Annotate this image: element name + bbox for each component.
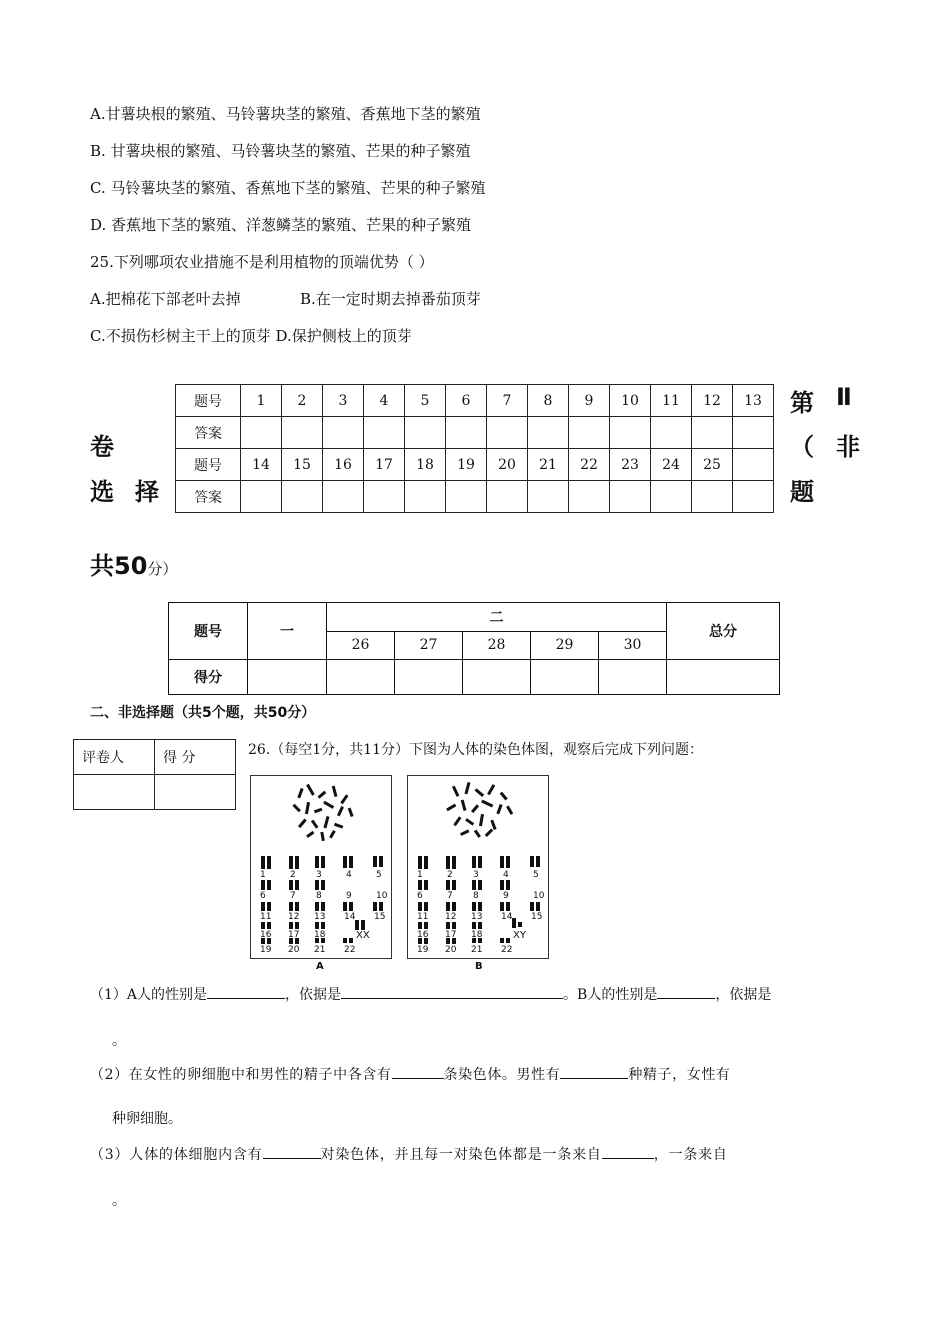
- q26-p3c: ，一条来自: [653, 1147, 728, 1163]
- chromosome-number: 7: [290, 891, 296, 901]
- part2-heading-paren: （: [790, 433, 814, 461]
- grader-row: [74, 740, 236, 775]
- answer-table-cell: 23: [610, 449, 651, 481]
- score-cell[interactable]: [395, 660, 463, 695]
- answer-cell[interactable]: [569, 417, 610, 449]
- chromosome-number: 21: [471, 945, 483, 955]
- grader-score-cell[interactable]: [155, 775, 236, 810]
- answer-table-cell: 3: [323, 385, 364, 417]
- grader-score-label: 得 分: [155, 740, 236, 775]
- chromosome-number: 17: [288, 930, 300, 940]
- answer-cell[interactable]: [610, 417, 651, 449]
- chromosome-number: 10: [533, 891, 545, 901]
- part2-heading-ze: 择: [135, 478, 159, 506]
- part2-heading-fei: 非: [836, 433, 860, 461]
- part2-heading-roman: Ⅱ: [836, 383, 852, 411]
- score-table-num: 30: [599, 631, 667, 660]
- answer-table-cell: 21: [528, 449, 569, 481]
- option-24-c: C. 马铃薯块茎的繁殖、香蕉地下茎的繁殖、芒果的种子繁殖: [90, 179, 486, 197]
- karyotype-panel-a: [250, 775, 392, 959]
- chromosome-number: 18: [471, 930, 483, 940]
- chromosome-number: 15: [531, 912, 543, 922]
- question-25-option-a: A.把棉花下部老叶去掉: [90, 290, 241, 308]
- score-table-row: [169, 603, 780, 632]
- question-25-option-b: B.在一定时期去掉番茄顶芽: [300, 290, 481, 308]
- chromosome-number: 6: [260, 891, 266, 901]
- answer-table-cell: 24: [651, 449, 692, 481]
- answer-cell[interactable]: [610, 481, 651, 513]
- option-24-d: D. 香蕉地下茎的繁殖、洋葱鳞茎的繁殖、芒果的种子繁殖: [90, 216, 472, 234]
- chromosome-number: 20: [288, 945, 300, 955]
- answer-table-row: [176, 385, 774, 417]
- chromosome-number: 3: [316, 870, 322, 880]
- part2-heading-fen: 分）: [147, 560, 178, 578]
- answer-table-cell: 25: [692, 449, 733, 481]
- grader-row: [74, 775, 236, 810]
- answer-cell[interactable]: [487, 481, 528, 513]
- answer-cell[interactable]: [364, 481, 405, 513]
- q26-p2a: （2）在女性的卵细胞中和男性的精子中各含有: [90, 1067, 392, 1083]
- answer-cell[interactable]: [241, 481, 282, 513]
- answer-cell[interactable]: [651, 481, 692, 513]
- chromosome-number: 16: [260, 930, 272, 940]
- chromosome-number: 15: [374, 912, 386, 922]
- metaphase-spread-a: [292, 784, 353, 841]
- answer-table-row: [176, 417, 774, 449]
- q26-p1a: （1）A人的性别是: [90, 987, 208, 1003]
- answer-table: [175, 384, 774, 513]
- question-26-part1-end: 。: [112, 1033, 126, 1049]
- answer-cell[interactable]: [487, 417, 528, 449]
- score-cell[interactable]: [463, 660, 531, 695]
- chromosome-number: 6: [417, 891, 423, 901]
- answer-cell[interactable]: [446, 417, 487, 449]
- answer-cell[interactable]: [528, 481, 569, 513]
- option-24-b: B. 甘薯块根的繁殖、马铃薯块茎的繁殖、芒果的种子繁殖: [90, 142, 471, 160]
- chromosome-number: 9: [503, 891, 509, 901]
- question-26-part1: [90, 984, 771, 1004]
- answer-table-label-num: 题号: [176, 449, 241, 481]
- part2-heading-di: 第: [790, 389, 814, 417]
- chromosome-number: 1: [260, 870, 266, 880]
- answer-blank[interactable]: [602, 1144, 654, 1159]
- chromosome-number: 12: [445, 912, 457, 922]
- section-title: 二、非选择题（共5个题，共50分）: [90, 705, 316, 721]
- grader-name-cell[interactable]: [74, 775, 155, 810]
- chromosome-number: 4: [503, 870, 509, 880]
- grader-label: 评卷人: [74, 740, 155, 775]
- part2-heading-ti: 题: [790, 478, 814, 506]
- chromosome-number: 3: [473, 870, 479, 880]
- answer-table-cell: 13: [733, 385, 774, 417]
- question-26-part2: [90, 1064, 731, 1084]
- chromosome-number: 17: [445, 930, 457, 940]
- answer-cell[interactable]: [405, 481, 446, 513]
- answer-table-cell: 17: [364, 449, 405, 481]
- chromosome-number: 1: [417, 870, 423, 880]
- answer-cell[interactable]: [241, 417, 282, 449]
- q26-p3b: 对染色体，并且每一对染色体都是一条来自: [320, 1147, 602, 1163]
- chromosome-number: 5: [533, 870, 539, 880]
- chromosome-number: 7: [447, 891, 453, 901]
- answer-table-cell: 8: [528, 385, 569, 417]
- answer-table-cell: 11: [651, 385, 692, 417]
- grader-table: [73, 739, 236, 810]
- score-table-row: [169, 660, 780, 695]
- question-26-part3-end: 。: [112, 1193, 126, 1209]
- answer-cell[interactable]: [323, 481, 364, 513]
- answer-cell[interactable]: [364, 417, 405, 449]
- chromosome-number: 20: [445, 945, 457, 955]
- score-table-zongfen: 总分: [667, 603, 780, 660]
- score-table-num: 29: [531, 631, 599, 660]
- answer-table-cell: 19: [446, 449, 487, 481]
- answer-table-cell: 10: [610, 385, 651, 417]
- answer-table-cell: 20: [487, 449, 528, 481]
- answer-cell[interactable]: [651, 417, 692, 449]
- score-table-num: 27: [395, 631, 463, 660]
- answer-table-cell: 14: [241, 449, 282, 481]
- option-24-a: A.甘薯块根的繁殖、马铃薯块茎的繁殖、香蕉地下茎的繁殖: [90, 105, 481, 123]
- answer-table-label-num: 题号: [176, 385, 241, 417]
- q26-p2c: 种精子，女性有: [628, 1067, 731, 1083]
- answer-cell[interactable]: [692, 481, 733, 513]
- answer-table-cell: 7: [487, 385, 528, 417]
- answer-cell[interactable]: [692, 417, 733, 449]
- answer-table-cell: 4: [364, 385, 405, 417]
- score-table-defen: 得分: [169, 660, 248, 695]
- chromosome-number: 18: [314, 930, 326, 940]
- answer-table-row: [176, 481, 774, 513]
- q26-p1c: 。B人的性别是: [563, 987, 658, 1003]
- chromosome-number: 19: [260, 945, 272, 955]
- part2-heading-total: [90, 546, 177, 581]
- chromosome-number: 2: [290, 870, 296, 880]
- answer-cell[interactable]: [569, 481, 610, 513]
- q26-p1d: ，依据是: [715, 987, 772, 1003]
- answer-table-cell: 5: [405, 385, 446, 417]
- answer-table-cell: 1: [241, 385, 282, 417]
- metaphase-spread-b: [446, 782, 513, 838]
- answer-cell[interactable]: [528, 417, 569, 449]
- score-table-tihao: 题号: [169, 603, 248, 660]
- sex-chromosomes-b: XY: [513, 930, 526, 941]
- score-cell[interactable]: [248, 660, 327, 695]
- chromosome-number: 14: [344, 912, 356, 922]
- part2-heading-xuan: 选: [90, 478, 114, 506]
- score-table-num: 26: [327, 631, 395, 660]
- chromosome-number: 12: [288, 912, 300, 922]
- chromosome-number: 9: [346, 891, 352, 901]
- q26-p1b: ，依据是: [285, 987, 342, 1003]
- chromosome-number: 8: [316, 891, 322, 901]
- answer-cell[interactable]: [405, 417, 446, 449]
- chromosome-number: 19: [417, 945, 429, 955]
- chromosome-number: 16: [417, 930, 429, 940]
- chromosome-number: 21: [314, 945, 326, 955]
- answer-table-cell: 15: [282, 449, 323, 481]
- answer-table-cell: [733, 449, 774, 481]
- answer-table-label-ans: 答案: [176, 417, 241, 449]
- part2-heading-score: 50: [114, 552, 148, 580]
- answer-table-cell: 16: [323, 449, 364, 481]
- part2-heading-juan: 卷: [90, 433, 114, 461]
- score-table-num: 28: [463, 631, 531, 660]
- chromosome-number: 2: [447, 870, 453, 880]
- chromosome-number: 22: [501, 945, 513, 955]
- answer-table-cell: 22: [569, 449, 610, 481]
- answer-table-cell: 18: [405, 449, 446, 481]
- q26-p2b: 条染色体。男性有: [443, 1067, 561, 1083]
- karyotype-label-a: A: [316, 961, 324, 972]
- chromosome-number: 5: [376, 870, 382, 880]
- part2-heading-gong: 共: [90, 552, 114, 580]
- sex-chromosomes-a: XX: [356, 930, 370, 941]
- answer-cell[interactable]: [446, 481, 487, 513]
- score-cell[interactable]: [327, 660, 395, 695]
- score-cell[interactable]: [531, 660, 599, 695]
- answer-cell[interactable]: [733, 481, 774, 513]
- chromosome-number: 8: [473, 891, 479, 901]
- chromosome-number: 11: [260, 912, 272, 922]
- chromosome-number: 11: [417, 912, 429, 922]
- answer-cell[interactable]: [323, 417, 364, 449]
- score-table: [168, 602, 780, 695]
- answer-blank[interactable]: [560, 1064, 628, 1079]
- karyotype-label-b: B: [475, 961, 483, 972]
- answer-cell[interactable]: [282, 481, 323, 513]
- chromosome-number: 4: [346, 870, 352, 880]
- answer-table-cell: 2: [282, 385, 323, 417]
- chromosome-number: 13: [471, 912, 483, 922]
- score-table-er: 二: [327, 603, 667, 632]
- question-26-part3: [90, 1144, 728, 1164]
- score-table-yi: 一: [248, 603, 327, 660]
- chromosome-number: 13: [314, 912, 326, 922]
- score-cell[interactable]: [667, 660, 780, 695]
- answer-table-label-ans: 答案: [176, 481, 241, 513]
- question-25-stem: 25.下列哪项农业措施不是利用植物的顶端优势（ ）: [90, 253, 434, 271]
- answer-table-cell: 12: [692, 385, 733, 417]
- answer-cell[interactable]: [282, 417, 323, 449]
- answer-blank[interactable]: [263, 1144, 321, 1159]
- answer-table-cell: 9: [569, 385, 610, 417]
- answer-blank[interactable]: [341, 984, 563, 999]
- answer-table-row: [176, 449, 774, 481]
- question-25-option-cd: C.不损伤杉树主干上的顶芽 D.保护侧枝上的顶芽: [90, 327, 412, 345]
- q26-p3a: （3）人体的体细胞内含有: [90, 1147, 263, 1163]
- answer-blank[interactable]: [392, 1064, 444, 1079]
- chromosome-number: 22: [344, 945, 356, 955]
- karyotype-panel-b: [407, 775, 549, 959]
- chromosome-number: 14: [501, 912, 513, 922]
- question-26-stem: 26.（每空1分，共11分）下图为人体的染色体图，观察后完成下列问题：: [248, 742, 703, 758]
- answer-blank[interactable]: [207, 984, 285, 999]
- answer-cell[interactable]: [733, 417, 774, 449]
- chromosome-number: 10: [376, 891, 388, 901]
- answer-table-cell: 6: [446, 385, 487, 417]
- question-26-part2-end: 种卵细胞。: [112, 1111, 182, 1127]
- answer-blank[interactable]: [657, 984, 715, 999]
- score-cell[interactable]: [599, 660, 667, 695]
